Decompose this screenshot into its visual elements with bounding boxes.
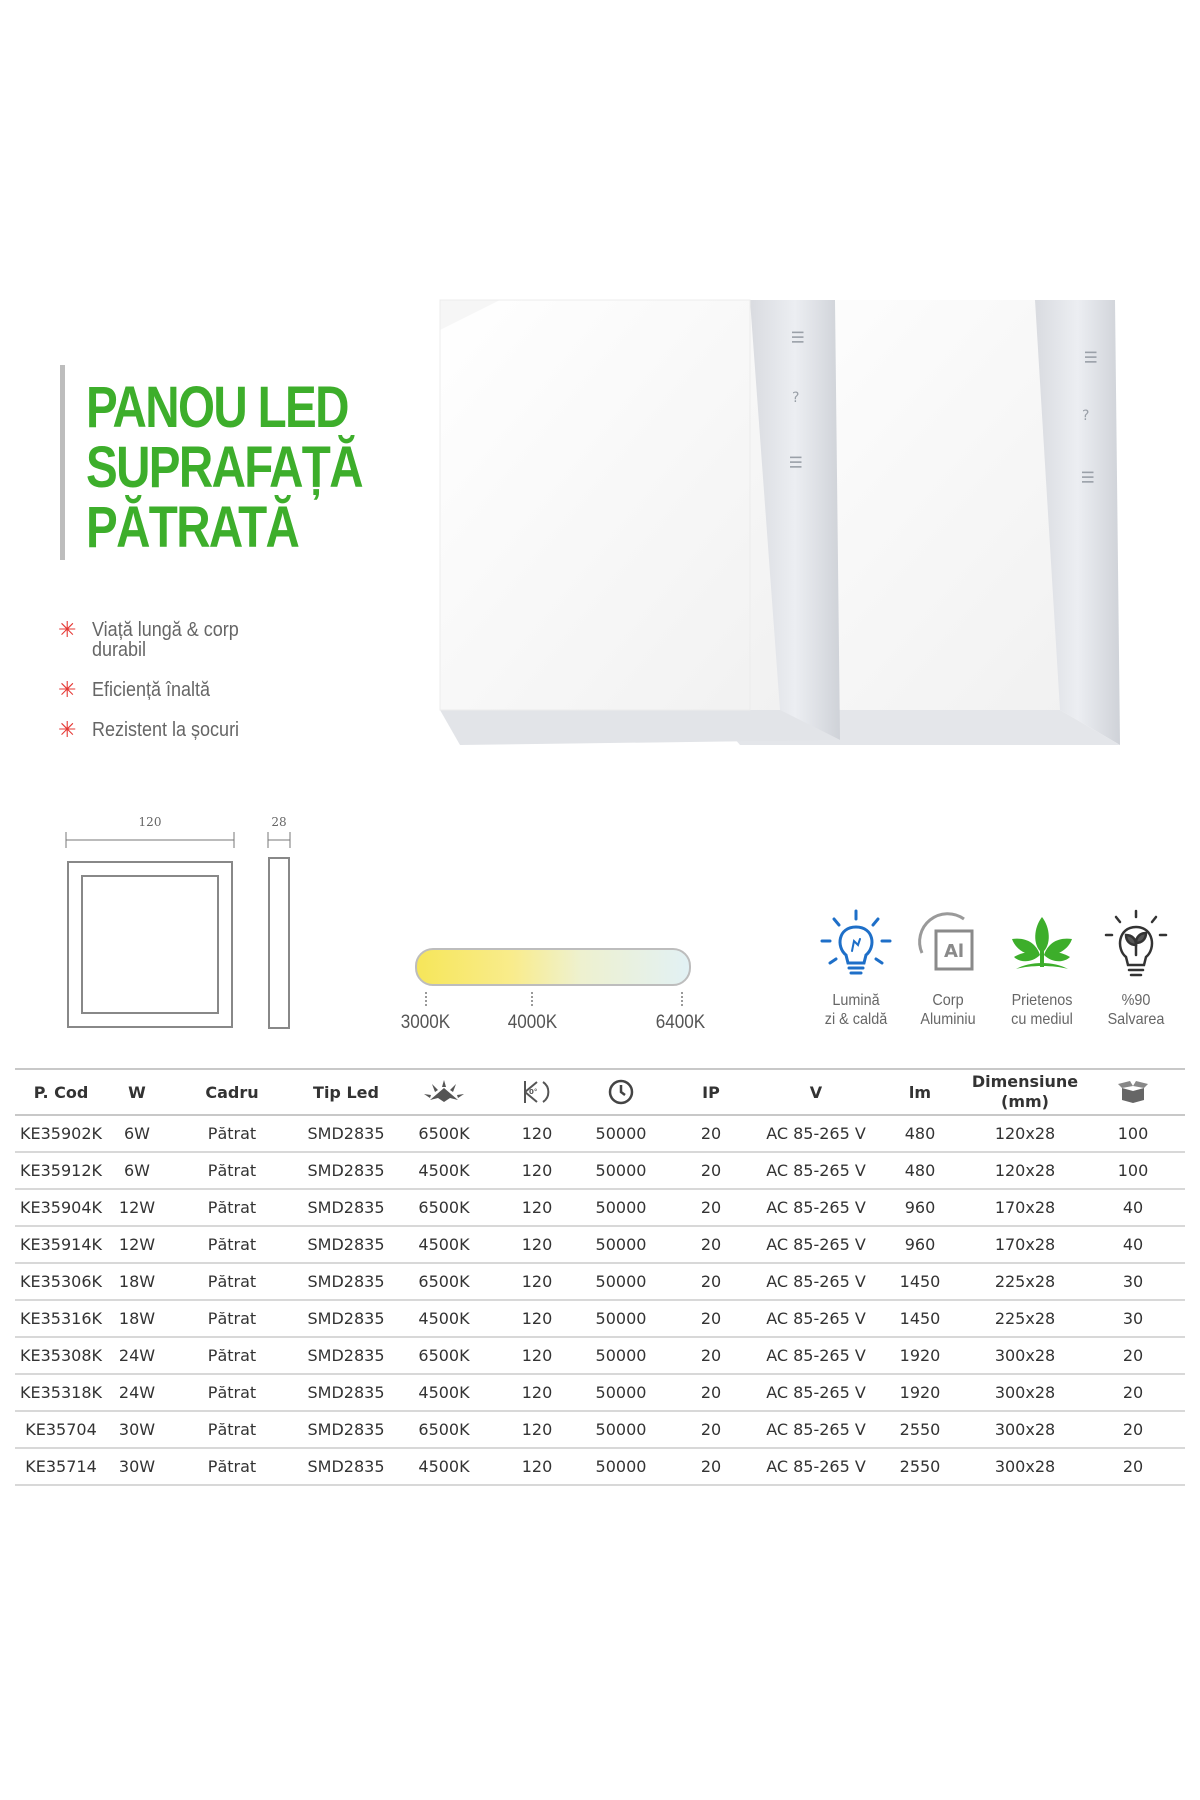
cell-frame: Pătrat — [167, 1374, 297, 1411]
cct-label-4000k: 4000K — [507, 1012, 558, 1033]
cell-frame: Pătrat — [167, 1115, 297, 1152]
cell-voltage: AC 85-265 V — [761, 1226, 871, 1263]
cell-led-type: SMD2835 — [297, 1263, 395, 1300]
cell-led-type: SMD2835 — [297, 1226, 395, 1263]
feature-daylight — [810, 905, 902, 1029]
cell-code: KE35704 — [15, 1411, 107, 1448]
cell-package-qty: 100 — [1081, 1152, 1185, 1189]
cell-voltage: AC 85-265 V — [761, 1448, 871, 1485]
feature-eco — [996, 905, 1088, 1029]
cell-beam-angle: 120 — [493, 1263, 581, 1300]
cell-dimension: 300x28 — [969, 1448, 1081, 1485]
page-title — [86, 375, 362, 560]
column-header: Tip Led — [297, 1069, 395, 1115]
cell-power: 24W — [107, 1337, 167, 1374]
box-icon — [1118, 1080, 1148, 1104]
cell-led-type: SMD2835 — [297, 1300, 395, 1337]
cell-package-qty: 20 — [1081, 1374, 1185, 1411]
svg-text:III: III — [788, 330, 807, 345]
plant-icon — [1002, 905, 1082, 985]
color-temperature-bar — [415, 948, 691, 986]
front-view — [66, 815, 234, 1027]
cell-frame: Pătrat — [167, 1189, 297, 1226]
cell-voltage: AC 85-265 V — [761, 1300, 871, 1337]
cell-power: 6W — [107, 1152, 167, 1189]
tick-mark — [425, 992, 427, 1008]
cell-ip: 20 — [661, 1411, 761, 1448]
cell-power: 12W — [107, 1226, 167, 1263]
cell-code: KE35902K — [15, 1115, 107, 1152]
bulb-icon — [816, 905, 896, 985]
feature-item — [58, 717, 282, 742]
dimension-drawing — [58, 810, 308, 1035]
spec-table — [15, 1068, 1185, 1486]
feature-label: %90 Salvarea — [1107, 992, 1165, 1028]
cell-lumen: 1450 — [871, 1300, 969, 1337]
table-row — [15, 1374, 1185, 1411]
title-line: PANOU LED — [86, 375, 348, 440]
beam-angle-icon — [517, 1078, 557, 1106]
cell-code: KE35308K — [15, 1337, 107, 1374]
cell-power: 30W — [107, 1411, 167, 1448]
column-header: Cadru — [167, 1069, 297, 1115]
eco-bulb-icon — [1096, 905, 1176, 985]
cell-beam-angle: 120 — [493, 1448, 581, 1485]
spec-table-body — [15, 1115, 1185, 1485]
cell-power: 24W — [107, 1374, 167, 1411]
cell-frame: Pătrat — [167, 1263, 297, 1300]
cell-lumen: 1920 — [871, 1374, 969, 1411]
feature-item — [58, 617, 282, 661]
feature-label: Corp Aluminiu — [920, 992, 976, 1028]
cell-power: 12W — [107, 1189, 167, 1226]
cell-package-qty: 20 — [1081, 1411, 1185, 1448]
title-line: PĂTRATĂ — [86, 495, 299, 560]
feature-text: Rezistent la șocuri — [92, 719, 240, 741]
cell-dimension: 225x28 — [969, 1300, 1081, 1337]
title-accent-bar — [60, 365, 65, 560]
cell-code: KE35306K — [15, 1263, 107, 1300]
table-row — [15, 1337, 1185, 1374]
cell-voltage: AC 85-265 V — [761, 1411, 871, 1448]
asterisk-icon: ✳ — [58, 677, 77, 702]
table-row — [15, 1189, 1185, 1226]
side-view — [268, 815, 290, 1028]
cell-frame: Pătrat — [167, 1226, 297, 1263]
svg-text:III: III — [1081, 350, 1100, 365]
cell-code: KE35904K — [15, 1189, 107, 1226]
feature-text: Eficiență înaltă — [92, 679, 211, 701]
tick-mark — [531, 992, 533, 1008]
cell-package-qty: 40 — [1081, 1189, 1185, 1226]
cell-lumen: 2550 — [871, 1448, 969, 1485]
cell-led-type: SMD2835 — [297, 1115, 395, 1152]
aluminium-icon — [908, 905, 988, 985]
svg-text:III: III — [786, 455, 805, 470]
feature-label: Prietenos cu mediul — [1011, 992, 1073, 1028]
feature-label: Lumină zi & caldă — [824, 992, 888, 1028]
cell-lifetime: 50000 — [581, 1300, 661, 1337]
cell-dimension: 120x28 — [969, 1152, 1081, 1189]
cell-lumen: 960 — [871, 1226, 969, 1263]
column-header-package — [1081, 1069, 1185, 1115]
cell-power: 18W — [107, 1300, 167, 1337]
title-line: SUPRAFAȚĂ — [86, 435, 362, 500]
svg-text:?: ? — [1082, 408, 1090, 424]
cell-color-temp: 6500K — [395, 1115, 493, 1152]
asterisk-icon: ✳ — [58, 717, 77, 742]
cell-frame: Pătrat — [167, 1152, 297, 1189]
cell-beam-angle: 120 — [493, 1189, 581, 1226]
column-header: lm — [871, 1069, 969, 1115]
cell-color-temp: 4500K — [395, 1152, 493, 1189]
cell-ip: 20 — [661, 1300, 761, 1337]
cell-dimension: 170x28 — [969, 1226, 1081, 1263]
column-header: IP — [661, 1069, 761, 1115]
feature-icons — [810, 905, 1190, 1035]
cell-lifetime: 50000 — [581, 1374, 661, 1411]
cell-lumen: 1920 — [871, 1337, 969, 1374]
cell-code: KE35316K — [15, 1300, 107, 1337]
cell-lumen: 2550 — [871, 1411, 969, 1448]
cell-voltage: AC 85-265 V — [761, 1152, 871, 1189]
clock-icon — [607, 1078, 635, 1106]
cell-package-qty: 30 — [1081, 1263, 1185, 1300]
cell-voltage: AC 85-265 V — [761, 1337, 871, 1374]
cell-package-qty: 30 — [1081, 1300, 1185, 1337]
cell-color-temp: 6500K — [395, 1337, 493, 1374]
cell-code: KE35714 — [15, 1448, 107, 1485]
cell-beam-angle: 120 — [493, 1411, 581, 1448]
cell-voltage: AC 85-265 V — [761, 1263, 871, 1300]
cell-dimension: 225x28 — [969, 1263, 1081, 1300]
cell-frame: Pătrat — [167, 1448, 297, 1485]
cell-package-qty: 100 — [1081, 1115, 1185, 1152]
column-header: P. Cod — [15, 1069, 107, 1115]
feature-aluminium — [902, 905, 994, 1029]
column-header-beam-angle — [493, 1069, 581, 1115]
column-header-lifetime — [581, 1069, 661, 1115]
cell-beam-angle: 120 — [493, 1374, 581, 1411]
cell-beam-angle: 120 — [493, 1337, 581, 1374]
cell-lumen: 960 — [871, 1189, 969, 1226]
cell-package-qty: 20 — [1081, 1337, 1185, 1374]
cell-led-type: SMD2835 — [297, 1448, 395, 1485]
table-row — [15, 1411, 1185, 1448]
cct-label-6400k: 6400K — [655, 1012, 706, 1033]
cell-beam-angle: 120 — [493, 1226, 581, 1263]
aluminium-symbol: Al — [943, 941, 965, 962]
cell-lifetime: 50000 — [581, 1337, 661, 1374]
cell-beam-angle: 120 — [493, 1300, 581, 1337]
cell-package-qty: 40 — [1081, 1226, 1185, 1263]
cell-ip: 20 — [661, 1226, 761, 1263]
cell-lumen: 480 — [871, 1152, 969, 1189]
table-row — [15, 1263, 1185, 1300]
cell-ip: 20 — [661, 1189, 761, 1226]
table-row — [15, 1226, 1185, 1263]
cell-ip: 20 — [661, 1152, 761, 1189]
asterisk-icon: ✳ — [58, 617, 77, 642]
cell-lifetime: 50000 — [581, 1189, 661, 1226]
cell-power: 18W — [107, 1263, 167, 1300]
svg-text:III: III — [1078, 470, 1097, 485]
cell-led-type: SMD2835 — [297, 1152, 395, 1189]
cell-package-qty: 20 — [1081, 1448, 1185, 1485]
column-header: Dimensiune (mm) — [969, 1069, 1081, 1115]
cell-ip: 20 — [661, 1115, 761, 1152]
cell-led-type: SMD2835 — [297, 1337, 395, 1374]
cell-voltage: AC 85-265 V — [761, 1189, 871, 1226]
cell-lifetime: 50000 — [581, 1448, 661, 1485]
table-row — [15, 1300, 1185, 1337]
cell-ip: 20 — [661, 1263, 761, 1300]
panel-front — [440, 300, 840, 745]
cell-beam-angle: 120 — [493, 1152, 581, 1189]
cell-voltage: AC 85-265 V — [761, 1115, 871, 1152]
cell-lumen: 480 — [871, 1115, 969, 1152]
cell-code: KE35914K — [15, 1226, 107, 1263]
cell-led-type: SMD2835 — [297, 1189, 395, 1226]
cell-color-temp: 4500K — [395, 1448, 493, 1485]
cell-code: KE35912K — [15, 1152, 107, 1189]
cell-dimension: 170x28 — [969, 1189, 1081, 1226]
cell-lifetime: 50000 — [581, 1411, 661, 1448]
svg-text:0°: 0° — [529, 1088, 538, 1096]
cell-color-temp: 6500K — [395, 1263, 493, 1300]
cell-power: 30W — [107, 1448, 167, 1485]
table-row — [15, 1152, 1185, 1189]
column-header: W — [107, 1069, 167, 1115]
cell-code: KE35318K — [15, 1374, 107, 1411]
tick-mark — [681, 992, 683, 1008]
cell-frame: Pătrat — [167, 1411, 297, 1448]
cell-frame: Pătrat — [167, 1337, 297, 1374]
width-dimension-label: 120 — [138, 815, 162, 829]
cell-ip: 20 — [661, 1337, 761, 1374]
cell-led-type: SMD2835 — [297, 1411, 395, 1448]
cell-ip: 20 — [661, 1448, 761, 1485]
cell-lifetime: 50000 — [581, 1226, 661, 1263]
column-header-color-temp — [395, 1069, 493, 1115]
cell-color-temp: 4500K — [395, 1374, 493, 1411]
table-row — [15, 1448, 1185, 1485]
cell-voltage: AC 85-265 V — [761, 1374, 871, 1411]
cell-dimension: 300x28 — [969, 1374, 1081, 1411]
feature-savings — [1090, 905, 1182, 1029]
cell-color-temp: 6500K — [395, 1411, 493, 1448]
light-output-icon — [424, 1080, 464, 1104]
table-row — [15, 1115, 1185, 1152]
cell-lifetime: 50000 — [581, 1152, 661, 1189]
svg-text:?: ? — [792, 390, 800, 406]
feature-item — [58, 677, 282, 702]
cell-led-type: SMD2835 — [297, 1374, 395, 1411]
cell-color-temp: 4500K — [395, 1226, 493, 1263]
cell-lifetime: 50000 — [581, 1115, 661, 1152]
depth-dimension-label: 28 — [271, 815, 287, 829]
cell-lumen: 1450 — [871, 1263, 969, 1300]
feature-list — [58, 617, 282, 760]
cell-beam-angle: 120 — [493, 1115, 581, 1152]
cell-color-temp: 4500K — [395, 1300, 493, 1337]
cell-dimension: 300x28 — [969, 1411, 1081, 1448]
cell-ip: 20 — [661, 1374, 761, 1411]
cell-power: 6W — [107, 1115, 167, 1152]
color-temperature-scale — [395, 940, 715, 1040]
cell-dimension: 120x28 — [969, 1115, 1081, 1152]
table-header-row — [15, 1069, 1185, 1115]
product-image — [420, 290, 1160, 770]
feature-text: Viață lungă & corp durabil — [92, 619, 239, 661]
cell-frame: Pătrat — [167, 1300, 297, 1337]
cct-label-3000k: 3000K — [400, 1012, 451, 1033]
column-header: V — [761, 1069, 871, 1115]
cell-color-temp: 6500K — [395, 1189, 493, 1226]
cell-dimension: 300x28 — [969, 1337, 1081, 1374]
cell-lifetime: 50000 — [581, 1263, 661, 1300]
